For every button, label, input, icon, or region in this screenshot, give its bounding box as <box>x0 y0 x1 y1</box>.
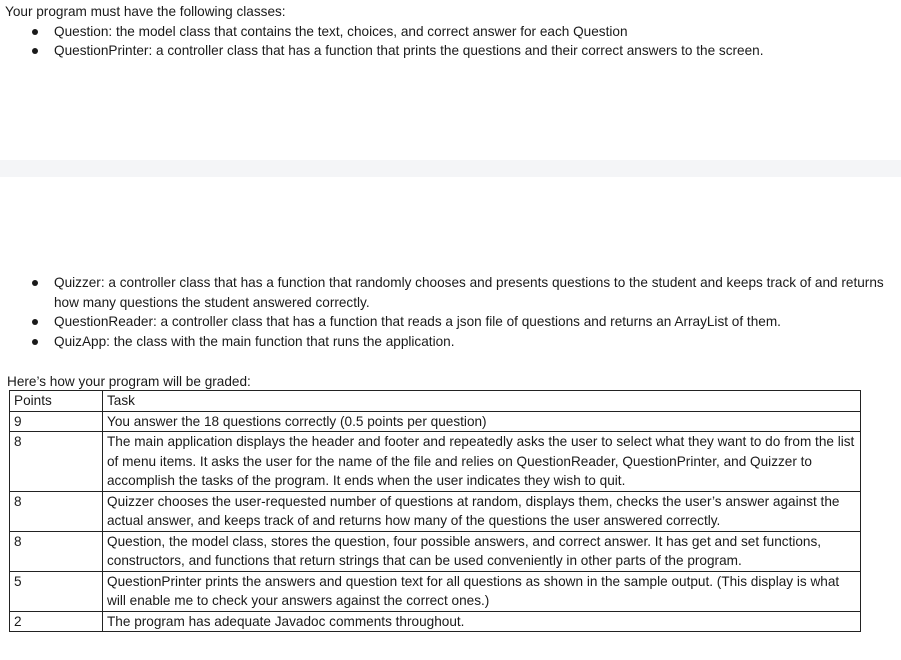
class-list-continued <box>5 273 895 351</box>
task-cell: Quizzer chooses the user-requested number of questions at random, displays them, checks the user’s answer against the actual answer, and keeps track of and returns how many of the questions the user answered correctly. <box>103 491 861 531</box>
divider-band <box>0 160 901 177</box>
class-requirements-continued <box>5 273 895 351</box>
table-row <box>10 432 861 492</box>
grading-heading: Here’s how your program will be graded: <box>7 374 251 389</box>
points-header: Points <box>10 391 103 412</box>
table-row <box>10 611 861 632</box>
points-cell: 8 <box>10 432 103 492</box>
table-header-row <box>10 391 861 412</box>
list-item-text: QuestionPrinter: a controller class that has a function that prints the questions and their correct answers to the screen. <box>54 43 764 58</box>
list-item-text: QuestionReader: a controller class that has a function that reads a json file of questions and returns an ArrayList of them. <box>54 314 781 329</box>
task-cell: QuestionPrinter prints the answers and question text for all questions as shown in the sample output. (This display is what will enable me to check your answers against the correct ones.) <box>103 571 861 611</box>
table-row <box>10 571 861 611</box>
task-cell: You answer the 18 questions correctly (0.5 points per question) <box>103 411 861 432</box>
bullet-icon <box>32 339 38 345</box>
list-item <box>5 273 895 312</box>
task-cell: The program has adequate Javadoc comments throughout. <box>103 611 861 632</box>
list-item <box>5 22 895 42</box>
task-header: Task <box>103 391 861 412</box>
bullet-icon <box>32 280 38 286</box>
grading-table <box>9 390 861 632</box>
class-requirements-section <box>5 2 895 61</box>
task-cell: The main application displays the header and footer and repeatedly asks the user to select what they want to do from the list of menu items. It asks the user for the name of the file and relies on QuestionReader, QuestionPrinter, and Quizzer to accomplish the tasks of the program. It ends when the user indicates they wish to quit. <box>103 432 861 492</box>
list-item-text: Quizzer: a controller class that has a function that randomly chooses and presents questions to the student and keeps track of and returns how many questions the student answered correctly. <box>54 275 884 310</box>
table-row <box>10 531 861 571</box>
list-item-text: Question: the model class that contains the text, choices, and correct answer for each Question <box>54 23 628 39</box>
list-item <box>5 312 895 332</box>
bullet-icon <box>32 48 38 54</box>
points-cell: 2 <box>10 611 103 632</box>
points-cell: 5 <box>10 571 103 611</box>
points-cell: 9 <box>10 411 103 432</box>
table-row <box>10 411 861 432</box>
table-row <box>10 491 861 531</box>
list-item-text: QuizApp: the class with the main function that runs the application. <box>54 333 455 349</box>
list-item <box>5 41 895 61</box>
task-cell: Question, the model class, stores the question, four possible answers, and correct answer. It has get and set functions, constructors, and functions that return strings that can be used conveniently in other parts of the program. <box>103 531 861 571</box>
bullet-icon <box>32 29 38 35</box>
class-requirements-heading: Your program must have the following classes: <box>5 4 286 19</box>
points-cell: 8 <box>10 531 103 571</box>
points-cell: 8 <box>10 491 103 531</box>
list-item <box>5 332 895 352</box>
bullet-icon <box>32 319 38 325</box>
class-list <box>5 22 895 61</box>
